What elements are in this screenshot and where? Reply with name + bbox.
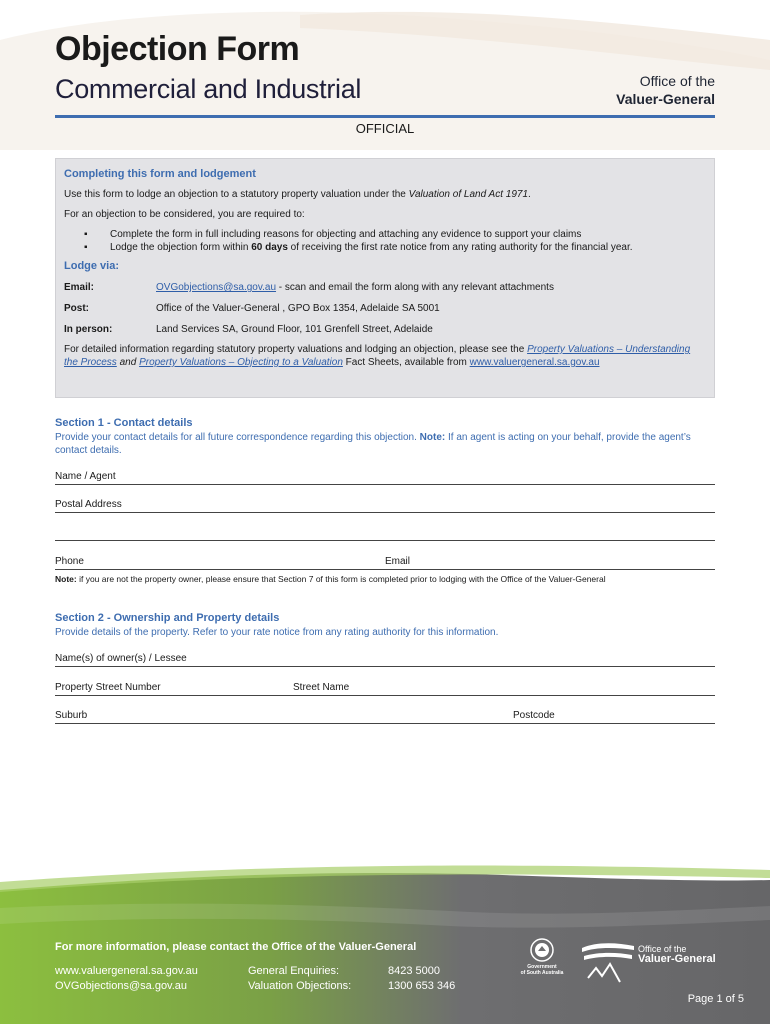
form-subtitle: Commercial and Industrial — [55, 74, 362, 104]
requirements-list — [84, 228, 706, 254]
objections-phone: 1300 653 346 — [388, 980, 456, 992]
list-item — [84, 241, 706, 254]
info-heading: Completing this form and lodgement — [64, 168, 256, 180]
lodge-email-row — [64, 281, 706, 294]
footer-email-link[interactable]: OVGobjections@sa.gov.au — [55, 980, 188, 992]
email-link[interactable]: OVGobjections@sa.gov.au — [156, 282, 277, 293]
org-line1: Office of the — [639, 73, 715, 89]
postal-address-label: Postal Address — [55, 499, 122, 510]
suburb-postcode-field-row[interactable] — [55, 709, 715, 724]
coat-of-arms-icon — [530, 938, 554, 962]
postal-address-field[interactable] — [55, 498, 715, 513]
lodge-email-value — [156, 281, 554, 294]
section1-sub-suffix: If an agent is acting on your behalf, provide the agent’s contact details. — [55, 432, 691, 456]
required-text: For an objection to be considered, you are required to: — [64, 209, 305, 220]
section1-note-label: Note: — [419, 432, 446, 443]
owner-name-label: Name(s) of owner(s) / Lessee — [55, 653, 187, 664]
enquiries-phone: 8423 5000 — [388, 965, 440, 977]
org-name-header — [616, 72, 715, 108]
website-link[interactable]: www.valuergeneral.sa.gov.au — [469, 357, 600, 368]
street-name-label: Street Name — [293, 682, 350, 693]
lodge-person-row — [64, 323, 706, 336]
fact-sheet-link-objecting[interactable]: Property Valuations – Objecting to a Valuation — [139, 357, 343, 368]
street-field-row[interactable] — [55, 681, 715, 696]
ovg-logo-icon — [580, 938, 636, 988]
phone-email-field-row — [55, 555, 715, 570]
ovg-foot-line2: Valuer-General — [638, 953, 716, 965]
section1-instructions — [55, 431, 715, 457]
page-number: Page 1 of 5 — [687, 993, 744, 1005]
details-and: and — [116, 357, 140, 368]
lodge-person-value: Land Services SA, Ground Floor, 101 Grenfell Street, Adelaide — [156, 324, 433, 335]
enquiries-label: General Enquiries: — [248, 965, 340, 977]
ovg-footer-text — [638, 944, 716, 964]
email-label: Email — [385, 556, 411, 567]
ovg-footer-logo — [580, 938, 730, 988]
note-text: if you are not the property owner, please ensure that Section 7 of this form is completed prior to lodging with the Office of the Valuer-General — [76, 574, 606, 584]
form-title: Objection Form — [55, 30, 300, 68]
lodge-post-value: Office of the Valuer-General , GPO Box 1354, Adelaide SA 5001 — [156, 303, 440, 314]
owner-name-field[interactable] — [55, 652, 715, 667]
footer-phone-numbers — [388, 964, 455, 994]
info-intro — [64, 188, 706, 201]
section1-sub-text: Provide your contact details for all future correspondence regarding this objection. — [55, 432, 420, 443]
section1-heading: Section 1 - Contact details — [55, 417, 193, 429]
classification-label: OFFICIAL — [355, 121, 415, 136]
ovg-foot-line1: Office of the — [638, 944, 687, 954]
footer-phone-labels — [248, 964, 351, 994]
title-divider — [55, 115, 715, 118]
footer-heading: For more information, please contact the Office of the Valuer-General — [55, 941, 417, 953]
lodge-post-label: Post: — [64, 303, 89, 314]
list-item: ▪ Complete the form in full including reasons for objecting and attaching any evidence to support your claims — [84, 228, 706, 241]
details-suffix: Fact Sheets, available from — [342, 357, 470, 368]
lodgement-info-box — [55, 158, 715, 398]
intro-text: Use this form to lodge an objection to a statutory property valuation under the — [64, 189, 409, 200]
section2-heading: Section 2 - Ownership and Property details — [55, 612, 280, 624]
phone-label: Phone — [55, 556, 84, 567]
section2-instructions: Provide details of the property. Refer to your rate notice from any rating authority for this information. — [55, 627, 499, 638]
details-text: For detailed information regarding statutory property valuations and lodging an objection, please see the — [64, 344, 528, 355]
page-footer — [0, 860, 770, 1024]
bullet-text: of receiving the first rate notice from any rating authority for the financial year. — [287, 242, 633, 253]
owner-note — [55, 574, 735, 584]
lodge-post-row — [64, 302, 706, 315]
gov-line1: Government — [527, 964, 557, 970]
objections-label: Valuation Objections: — [248, 980, 352, 992]
act-name: Valuation of Land Act 1971 — [408, 189, 529, 200]
days-emphasis: 60 days — [251, 242, 288, 253]
fact-sheet-link-understanding[interactable]: Property Valuations – Understanding the Process — [64, 344, 691, 368]
note-label: Note: — [55, 574, 77, 584]
gov-line2: of South Australia — [520, 970, 564, 976]
name-agent-label: Name / Agent — [55, 471, 116, 482]
postcode-label: Postcode — [513, 710, 555, 721]
footer-web-link[interactable]: www.valuergeneral.sa.gov.au — [55, 965, 198, 977]
org-line2: Valuer-General — [616, 91, 715, 107]
suburb-label: Suburb — [55, 710, 88, 721]
name-agent-field[interactable] — [55, 470, 715, 485]
email-instructions: - scan and email the form along with any relevant attachments — [276, 282, 554, 293]
street-number-label: Property Street Number — [55, 682, 161, 693]
government-sa-logo — [517, 938, 567, 976]
lodge-heading: Lodge via: — [64, 260, 120, 272]
postal-address-line2-field[interactable] — [55, 526, 715, 541]
bullet-text: Lodge the objection form within — [110, 242, 252, 253]
lodge-person-label: In person: — [64, 324, 113, 335]
intro-suffix: . — [528, 189, 531, 200]
lodge-email-label: Email: — [64, 282, 95, 293]
details-paragraph — [64, 343, 706, 369]
footer-contact-links — [55, 964, 198, 994]
